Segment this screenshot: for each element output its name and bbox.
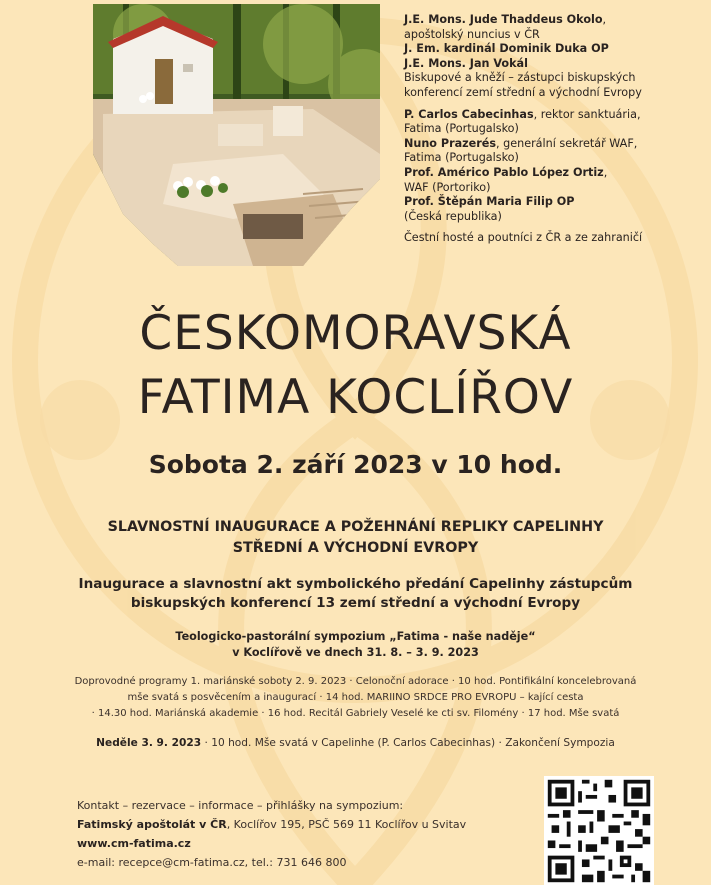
subtitle-line-1: SLAVNOSTNÍ INAUGURACE A POŽEHNÁNÍ REPLIKY CAPELINHY bbox=[107, 519, 604, 535]
qr-code bbox=[544, 776, 654, 885]
event-date: Sobota 2. září 2023 v 10 hod. bbox=[148, 450, 563, 479]
guest-line: J.E. Mons. Jan Vokál bbox=[404, 56, 528, 70]
guest-line: Fatima (Portugalsko) bbox=[404, 151, 519, 165]
guest-line: J. Em. kardinál Dominik Duka OP bbox=[404, 42, 609, 56]
contact-address: Fatimský apoštolát v ČR, Koclířov 195, PSČ 569 11 Koclířov u Svitav bbox=[77, 818, 467, 831]
contact-web[interactable]: www.cm-fatima.cz bbox=[77, 837, 191, 850]
guest-line: Prof. Štěpán Maria Filip OP bbox=[404, 195, 575, 209]
guests-list bbox=[404, 13, 704, 246]
guest-line: Biskupové a kněží – zástupci biskupských bbox=[404, 71, 636, 85]
symposium-line-2: v Koclířově ve dnech 31. 8. – 3. 9. 2023 bbox=[232, 646, 479, 659]
guests-group-dignitaries bbox=[404, 13, 704, 101]
contact-email[interactable]: e-mail: recepce@cm-fatima.cz, tel.: 731 646 800 bbox=[77, 856, 347, 869]
guest-line: Prof. Américo Pablo López Ortiz, bbox=[404, 165, 608, 179]
sunday-text: · 10 hod. Mše svatá v Capelinhe (P. Carlos Cabecinhas) · Zakončení Sympozia bbox=[201, 737, 615, 749]
program-text bbox=[0, 674, 711, 722]
program-line-2: mše svatá s posvěcením a inaugurací · 14 hod. MARIINO SRDCE PRO EVROPU – kající cesta bbox=[127, 692, 584, 703]
guest-line: konferencí zemí střední a východní Evropy bbox=[404, 85, 642, 99]
guest-line: J.E. Mons. Jude Thaddeus Okolo, bbox=[404, 13, 607, 26]
title-line-2: FATIMA KOCLÍŘOV bbox=[137, 370, 574, 425]
inauguration-line-1: Inaugurace a slavnostní akt symbolického předání Capelinhy zástupcům bbox=[78, 576, 633, 592]
contact-org: Fatimský apoštolát v ČR bbox=[77, 818, 227, 831]
guest-line: Fatima (Portugalsko) bbox=[404, 122, 519, 136]
title-line-1: ČESKOMORAVSKÁ bbox=[139, 306, 572, 361]
event-subtitle bbox=[0, 517, 711, 559]
sunday-label: Neděle 3. 9. 2023 bbox=[96, 737, 202, 749]
contact-heading: Kontakt – rezervace – informace – přihlášky na sympozium: bbox=[77, 799, 404, 812]
chapel-photo bbox=[83, 4, 380, 266]
guest-line: WAF (Portoriko) bbox=[404, 180, 491, 194]
subtitle-line-2: STŘEDNÍ A VÝCHODNÍ EVROPY bbox=[232, 540, 479, 556]
symposium-line-1: Teologicko-pastorální sympozium „Fatima - naše naděje“ bbox=[175, 630, 536, 643]
guest-line: apoštolský nuncius v ČR bbox=[404, 27, 540, 41]
guest-line: P. Carlos Cabecinhas, rektor sanktuária, bbox=[404, 107, 641, 121]
guest-line: (Česká republika) bbox=[404, 209, 502, 223]
inauguration-line-2: biskupských konferencí 13 zemí střední a východní Evropy bbox=[130, 595, 581, 611]
sunday-program bbox=[0, 737, 711, 749]
program-line-1: Doprovodné programy 1. mariánské soboty 2. 9. 2023 · Celonoční adorace · 10 hod. Pontifikální koncelebrovaná bbox=[74, 676, 637, 687]
program-line-3: · 14.30 hod. Mariánská akademie · 16 hod. Recitál Gabriely Veselé ke cti sv. Filomény · 17 hod. Mše svatá bbox=[91, 708, 620, 719]
symposium-text bbox=[0, 629, 711, 661]
contact-block bbox=[77, 796, 517, 872]
honorary-guests: Čestní hosté a poutníci z ČR a ze zahraničí bbox=[404, 231, 643, 245]
guests-group-speakers bbox=[404, 108, 704, 225]
inauguration-text bbox=[0, 575, 711, 613]
guest-line: Nuno Prazerés, generální sekretář WAF, bbox=[404, 136, 638, 150]
